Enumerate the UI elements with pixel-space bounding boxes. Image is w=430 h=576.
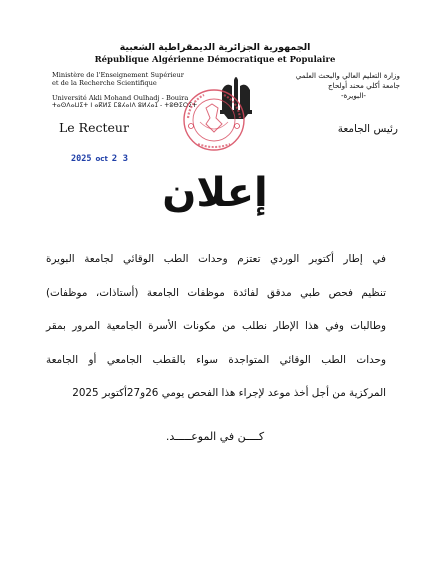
ministry-french-line1: Ministère de l'Enseignement Supérieur [52,71,184,79]
announcement-line: وطالبات وفي هذا الإطار نطلب من مكونات الأسرة الجامعية المرور بمقر [46,320,386,332]
date-stamp-month: oct [95,155,108,163]
university-name-french: Université Akli Mohand Oulhadj - Bouira [52,93,189,102]
announcement-body [46,243,386,411]
announcement-line: في إطار أكتوبر الوردي تعتزم وحدات الطب الوقائي لجامعة البويرة [46,253,386,265]
announcement-closing: كــــن في الموعـــــد. [165,430,265,443]
recteur-title-french: Le Recteur [59,120,129,135]
recteur-title-arabic: رئيس الجامعة [337,123,398,135]
date-stamp [71,154,128,164]
republic-name-french: République Algérienne Démocratique et Populaire [94,55,336,65]
republic-name-arabic: الجمهورية الجزائرية الديمقراطية الشعبية [119,42,311,53]
ministry-french-line2: et de la Recherche Scientifique [52,79,157,88]
announcement-line: تنظيم فحص طبي مدقق لفائدة موظفات الجامعة (أستاذات، موظفات) [46,286,386,299]
university-name-tifinagh: ⵜⴰⵙⴷⴰⵡⵉⵜ ⵏ ⴰⴽⵍⵉ ⵎⵓⵃⴰⵏⴷ ⵓⵍⵃⴰⵊ - ⵜⵓⴱⵉⵔⵉⵜ [52,102,198,110]
announcement-title: إعلان [162,170,268,216]
institution-block-arabic [260,71,400,101]
city-arabic: -البويرة- [341,91,366,100]
date-stamp-year: 2025 [71,154,92,164]
announcement-line: وحدات الطب الوقائي المتواجدة سواء بالقطب الجامعي أو الجامعة [46,353,386,366]
university-name-arabic: جامعة أكلي محند أولحاج [327,81,400,90]
official-seal-stamp [178,88,250,152]
ministry-arabic: وزارة التعليم العالي والبحث العلمي [295,71,400,80]
announcement-line: المركزية من أجل أخذ موعد لإجراء هذا الفحص يومي 26و27أكتوبر 2025 [72,387,386,399]
date-stamp-day: 2 3 [111,154,129,164]
